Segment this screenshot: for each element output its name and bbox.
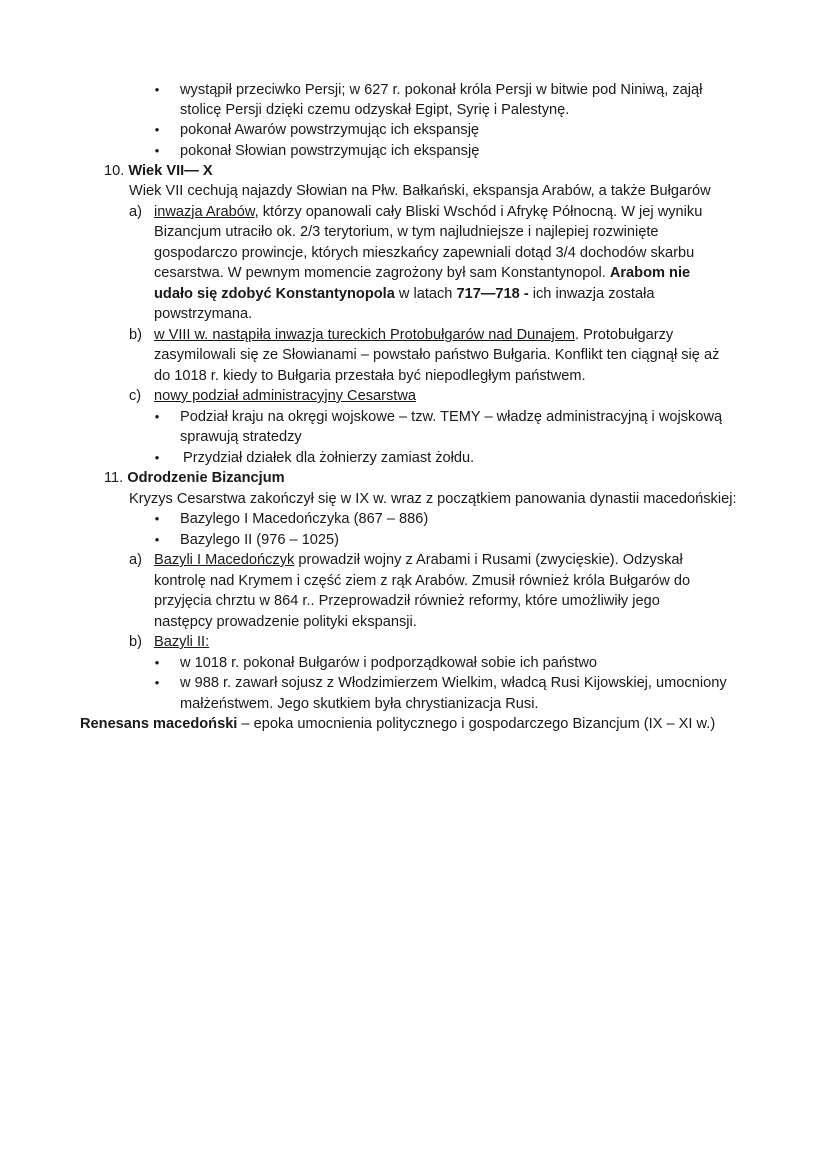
- underlined-heading: inwazja Arabów: [154, 204, 255, 220]
- section-heading: [104, 161, 213, 181]
- underlined-heading: nowy podział administracyjny Cesarstwa: [154, 388, 416, 404]
- paragraph-line: zasymilowali się ze Słowianami – powstało państwo Bułgaria. Konflikt ten ciągnął się aż: [154, 347, 720, 363]
- underlined-heading: w VIII w. nastąpiła inwazja tureckich Protobułgarów nad Dunajem: [154, 327, 576, 343]
- definition-text: – epoka umocnienia politycznego i gospodarczego Bizancjum (IX – XI w.): [237, 716, 716, 732]
- text: . Protobułgarzy: [575, 327, 674, 343]
- list-label: b): [129, 634, 142, 650]
- bullet-text: stolicę Persji dzięki czemu odzyskał Egipt, Syrię i Palestynę.: [180, 102, 570, 118]
- paragraph-line: kontrolę nad Krymem i część ziem z rąk Arabów. Zmusił również króla Bułgarów do: [154, 573, 691, 589]
- section-number: 11.: [104, 470, 124, 486]
- underlined-heading: Bazyli II:: [154, 634, 210, 650]
- paragraph-line: [154, 550, 683, 570]
- list-label: a): [129, 552, 142, 568]
- bullet-text: Bazylego II (976 – 1025): [180, 532, 340, 548]
- text: , którzy opanowali cały Bliski Wschód i Afrykę Północną. W jej wyniku: [254, 204, 703, 220]
- bullet-text: wystąpił przeciwko Persji; w 627 r. pokonał króla Persji w bitwie pod Niniwą, zajął: [180, 82, 703, 98]
- section-number: 10.: [104, 163, 125, 179]
- bullet: •: [154, 655, 160, 670]
- bold-text: Arabom nie: [609, 265, 691, 281]
- bullet: •: [154, 532, 160, 547]
- section-intro: Kryzys Cesarstwa zakończył się w IX w. wraz z początkiem panowania dynastii macedońskiej:: [129, 491, 737, 507]
- bullet-text: w 1018 r. pokonał Bułgarów i podporządkował sobie ich państwo: [180, 655, 597, 671]
- bullet-text: Przydział działek dla żołnierzy zamiast żołdu.: [183, 450, 475, 466]
- text: cesarstwa. W pewnym momencie zagrożony był sam Konstantynopol.: [154, 265, 610, 281]
- text: ich inwazja została: [528, 286, 655, 302]
- paragraph-line: Bizancjum utraciło ok. 2/3 terytorium, w tym najludniejsze i najlepiej rozwinięte: [154, 224, 659, 240]
- paragraph-line: [154, 202, 702, 222]
- bold-text: 717—718 -: [456, 286, 529, 302]
- bullet: •: [154, 409, 160, 424]
- paragraph-line: powstrzymana.: [154, 306, 253, 322]
- bullet: •: [154, 675, 160, 690]
- section-intro: Wiek VII cechują najazdy Słowian na Płw. Bałkański, ekspansja Arabów, a także Bułgarów: [129, 183, 711, 199]
- text: w latach: [394, 286, 457, 302]
- bullet-text: pokonał Awarów powstrzymując ich ekspansję: [180, 122, 480, 138]
- bold-text: udało się zdobyć Konstantynopola: [154, 286, 395, 302]
- bullet: •: [154, 511, 160, 526]
- bullet-text: małżeństwem. Jego skutkiem była chrystianizacja Rusi.: [180, 696, 539, 712]
- paragraph-line: [154, 263, 690, 283]
- section-title: Odrodzenie Bizancjum: [127, 470, 285, 486]
- bullet: •: [154, 143, 160, 158]
- definition-line: [80, 714, 715, 734]
- list-label: b): [129, 327, 142, 343]
- bullet: •: [154, 82, 160, 97]
- paragraph-line: [154, 284, 654, 304]
- bullet-text: w 988 r. zawarł sojusz z Włodzimierzem Wielkim, władcą Rusi Kijowskiej, umocniony: [180, 675, 727, 691]
- paragraph-line: następcy prowadzenie polityki ekspansji.: [154, 614, 417, 630]
- underlined-heading: Bazyli I Macedończyk: [154, 552, 295, 568]
- text: prowadził wojny z Arabami i Rusami (zwycięskie). Odzyskał: [294, 552, 683, 568]
- bold-term: Renesans macedoński: [80, 716, 238, 732]
- bullet-text: sprawują stratedzy: [180, 429, 302, 445]
- paragraph-line: [154, 386, 416, 406]
- section-heading: [104, 468, 285, 488]
- paragraph-line: do 1018 r. kiedy to Bułgaria przestała być niepodległym państwem.: [154, 368, 586, 384]
- bullet-text: pokonał Słowian powstrzymując ich ekspansję: [180, 143, 480, 159]
- bullet: •: [154, 450, 160, 465]
- paragraph-line: przyjęcia chrztu w 864 r.. Przeprowadził również reformy, które umożliwiły jego: [154, 593, 660, 609]
- paragraph-line: [154, 325, 673, 345]
- bullet: •: [154, 122, 160, 137]
- bullet-text: Podział kraju na okręgi wojskowe – tzw. TEMY – władzę administracyjną i wojskową: [180, 409, 723, 425]
- list-label: a): [129, 204, 142, 220]
- paragraph-line: [154, 632, 209, 652]
- section-title: Wiek VII— X: [128, 163, 213, 179]
- list-label: c): [129, 388, 142, 404]
- bullet-text: Bazylego I Macedończyka (867 – 886): [180, 511, 429, 527]
- paragraph-line: gospodarczo prowincje, których mieszkańcy zapewniali dotąd 3/4 dochodów skarbu: [154, 245, 695, 261]
